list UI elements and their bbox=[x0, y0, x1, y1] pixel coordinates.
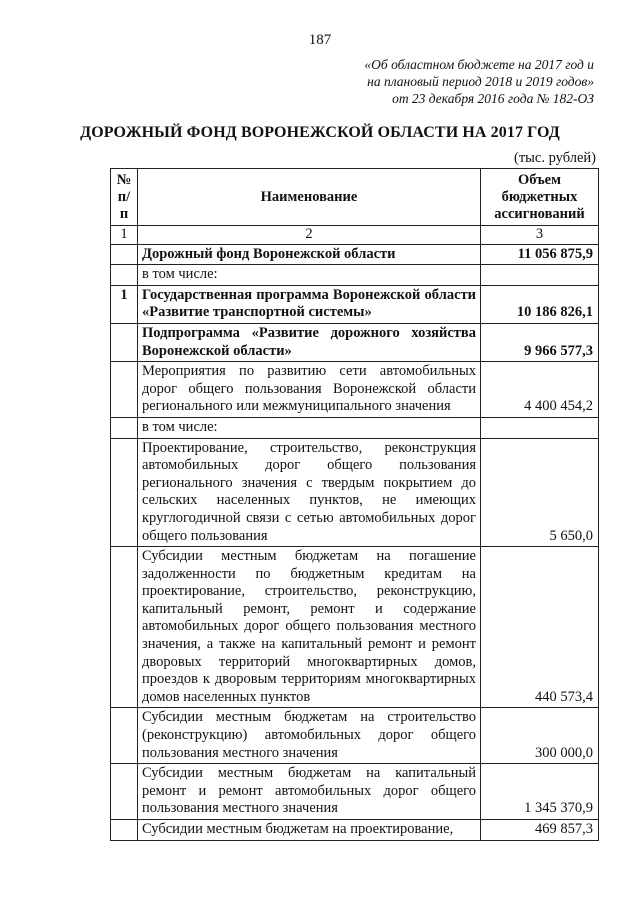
law-reference-line: от 23 декабря 2016 года № 182-ОЗ bbox=[392, 91, 594, 106]
column-number-row bbox=[111, 226, 599, 245]
table-row bbox=[111, 708, 599, 764]
row-number bbox=[111, 244, 138, 265]
row-name: Мероприятия по развитию сети автомобильных дорог общего пользования Воронежской области регионального или межмуниципального значения bbox=[138, 362, 481, 418]
row-number bbox=[111, 438, 138, 547]
row-amount: 300 000,0 bbox=[481, 708, 599, 764]
column-number: 1 bbox=[111, 226, 138, 245]
table-row bbox=[111, 265, 599, 286]
law-reference-line: на плановый период 2018 и 2019 годов» bbox=[367, 74, 594, 89]
row-amount bbox=[481, 265, 599, 286]
law-reference bbox=[364, 56, 594, 107]
row-amount bbox=[481, 417, 599, 438]
row-amount: 440 573,4 bbox=[481, 547, 599, 708]
units-label: (тыс. рублей) bbox=[514, 150, 596, 166]
row-amount: 9 966 577,3 bbox=[481, 323, 599, 361]
law-reference-line: «Об областном бюджете на 2017 год и bbox=[364, 57, 594, 72]
row-number bbox=[111, 323, 138, 361]
table-row bbox=[111, 547, 599, 708]
row-amount: 11 056 875,9 bbox=[481, 244, 599, 265]
row-name: Государственная программа Воронежской области «Развитие транспортной системы» bbox=[138, 285, 481, 323]
header-number: № п/п bbox=[111, 169, 138, 226]
table-row bbox=[111, 244, 599, 265]
row-number bbox=[111, 708, 138, 764]
column-number: 2 bbox=[138, 226, 481, 245]
budget-table bbox=[110, 168, 599, 841]
page-number: 187 bbox=[308, 32, 332, 48]
header-amount: Объем бюджетных ассигнований bbox=[481, 169, 599, 226]
row-amount: 4 400 454,2 bbox=[481, 362, 599, 418]
row-name: Субсидии местным бюджетам на строительство (реконструкцию) автомобильных дорог общего пользования местного значения bbox=[138, 708, 481, 764]
header-name: Наименование bbox=[138, 169, 481, 226]
document-title: ДОРОЖНЫЙ ФОНД ВОРОНЕЖСКОЙ ОБЛАСТИ НА 2017 ГОД bbox=[80, 124, 560, 141]
table-row bbox=[111, 820, 599, 841]
table-row bbox=[111, 323, 599, 361]
row-name: Субсидии местным бюджетам на проектирование, bbox=[138, 820, 481, 841]
row-amount: 10 186 826,1 bbox=[481, 285, 599, 323]
row-name: Проектирование, строительство, реконструкция автомобильных дорог общего пользования регионального значения с твердым покрытием до сельских населенных пунктов, не имеющих круглогодичной связи с сетью автомобильных дорог общего пользования bbox=[138, 438, 481, 547]
table-row bbox=[111, 285, 599, 323]
row-name: Подпрограмма «Развитие дорожного хозяйства Воронежской области» bbox=[138, 323, 481, 361]
row-number bbox=[111, 764, 138, 820]
row-number bbox=[111, 265, 138, 286]
row-amount: 469 857,3 bbox=[481, 820, 599, 841]
row-number bbox=[111, 417, 138, 438]
table-body bbox=[111, 244, 599, 840]
row-name: Дорожный фонд Воронежской области bbox=[138, 244, 481, 265]
table-row bbox=[111, 362, 599, 418]
row-name: в том числе: bbox=[138, 417, 481, 438]
table-row bbox=[111, 438, 599, 547]
row-name: в том числе: bbox=[138, 265, 481, 286]
row-number bbox=[111, 547, 138, 708]
table-row bbox=[111, 417, 599, 438]
row-amount: 5 650,0 bbox=[481, 438, 599, 547]
table-row bbox=[111, 764, 599, 820]
row-number bbox=[111, 820, 138, 841]
row-name: Субсидии местным бюджетам на погашение задолженности по бюджетным кредитам на проектирование, строительство, реконструкцию, капитальный ремонт, ремонт и содержание автомобильных дорог общего пользования местного значения, а также на капитальный ремонт и ремонт дворовых территорий многоквартирных домов, проездов к дворовым территориям многоквартирных домов населенных пунктов bbox=[138, 547, 481, 708]
row-amount: 1 345 370,9 bbox=[481, 764, 599, 820]
row-number bbox=[111, 362, 138, 418]
column-number: 3 bbox=[481, 226, 599, 245]
row-name: Субсидии местным бюджетам на капитальный ремонт и ремонт автомобильных дорог общего пользования местного значения bbox=[138, 764, 481, 820]
row-number: 1 bbox=[111, 285, 138, 323]
table-header-row bbox=[111, 169, 599, 226]
